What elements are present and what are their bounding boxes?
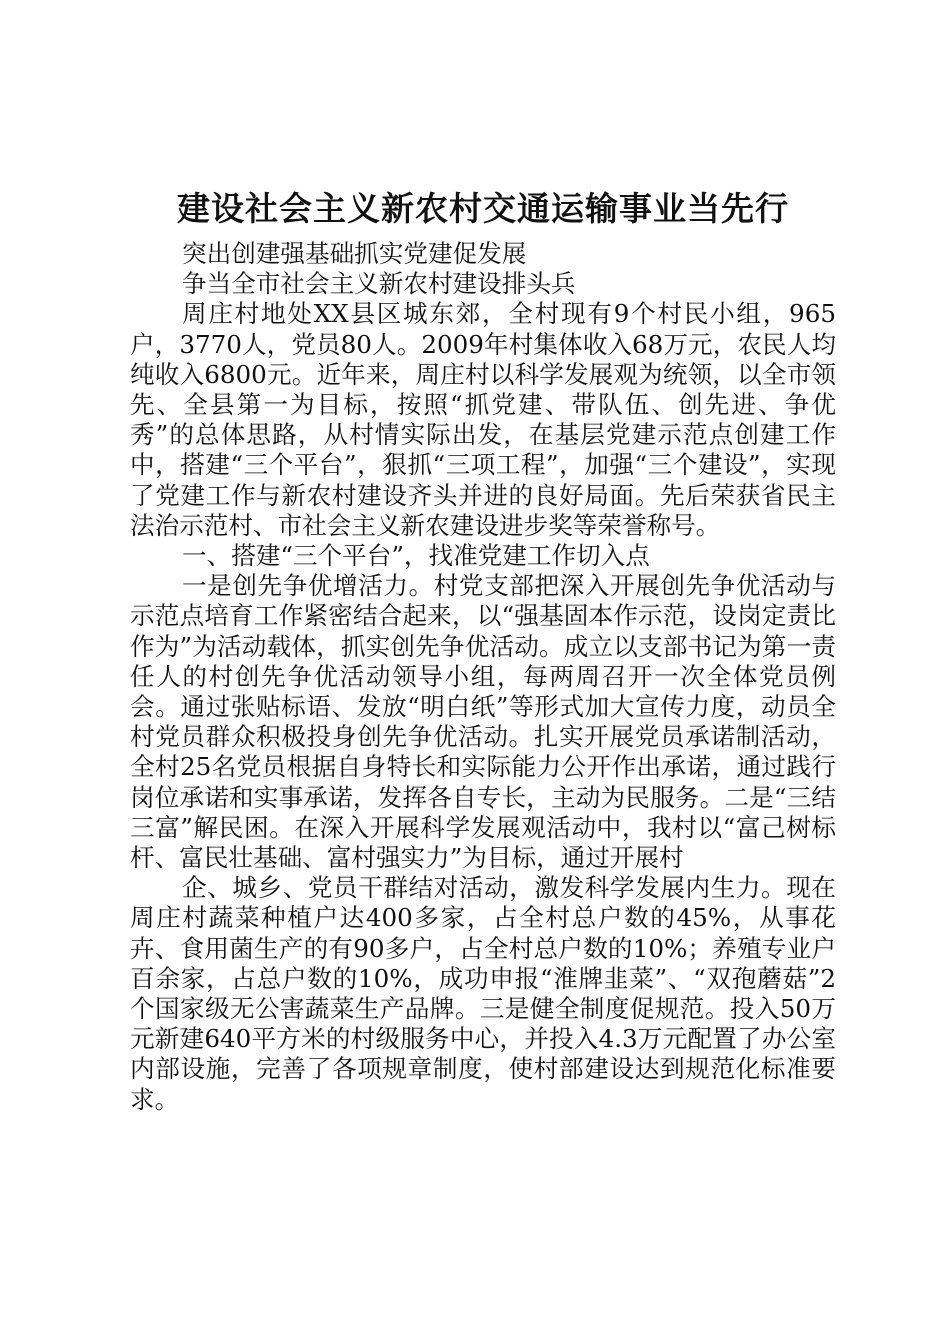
document-title: 建设社会主义新农村交通运输事业当先行: [177, 189, 789, 228]
section-heading-1: 一、搭建“三个平台”，找准党建工作切入点: [182, 541, 650, 571]
subtitle-line-2: 争当全市社会主义新农村建设排头兵: [182, 269, 576, 299]
subtitle-line-1: 突出创建强基础抓实党建促发展: [182, 239, 527, 268]
paragraph-continued: 企、城乡、党员干群结对活动，激发科学发展内生力。现在周庄村蔬菜种植户达400多家，占全村总户数的45%，从事花卉、食用菌生产的有90多户，占全村总户数的10%；养殖专业户百余家，占总户数的10%，成功申报“淮牌韭菜”、“双孢蘑菇”2个国家级无公害蔬菜生产品牌。三是健全制度促规范。投入50万元新建640平方米的村级服务中心，并投入4.3万元配置了办公室内部设施，完善了各项规章制度，使村部建设达到规范化标准要求。: [130, 873, 836, 1114]
document-page: [130, 185, 836, 1115]
paragraph-section-1: 一是创先争优增活力。村党支部把深入开展创先争优活动与示范点培育工作紧密结合起来，以“强基固本作示范，设岗定责比作为”为活动载体，抓实创先争优活动。成立以支部书记为第一责任人的村创先争优活动领导小组，每两周召开一次全体党员例会。通过张贴标语、发放“明白纸”等形式加大宣传力度，动员全村党员群众积极投身创先争优活动。扎实开展党员承诺制活动，全村25名党员根据自身特长和实际能力公开作出承诺，通过践行岗位承诺和实事承诺，发挥各自专长，主动为民服务。二是“三结三富”解民困。在深入开展科学发展观活动中，我村以“富己树标杆、富民壮基础、富村强实力”为目标，通过开展村: [130, 571, 836, 873]
paragraph-intro: 周庄村地处XX县区城东郊，全村现有9个村民小组，965户，3770人，党员80人。2009年村集体收入68万元，农民人均纯收入6800元。近年来，周庄村以科学发展观为统领，以全市领先、全县第一为目标，按照“抓党建、带队伍、创先进、争优秀”的总体思路，从村情实际出发，在基层党建示范点创建工作中，搭建“三个平台”，狠抓“三项工程”，加强“三个建设”，实现了党建工作与新农村建设齐头并进的良好局面。先后荣获省民主法治示范村、市社会主义新农建设进步奖等荣誉称号。: [130, 299, 836, 540]
